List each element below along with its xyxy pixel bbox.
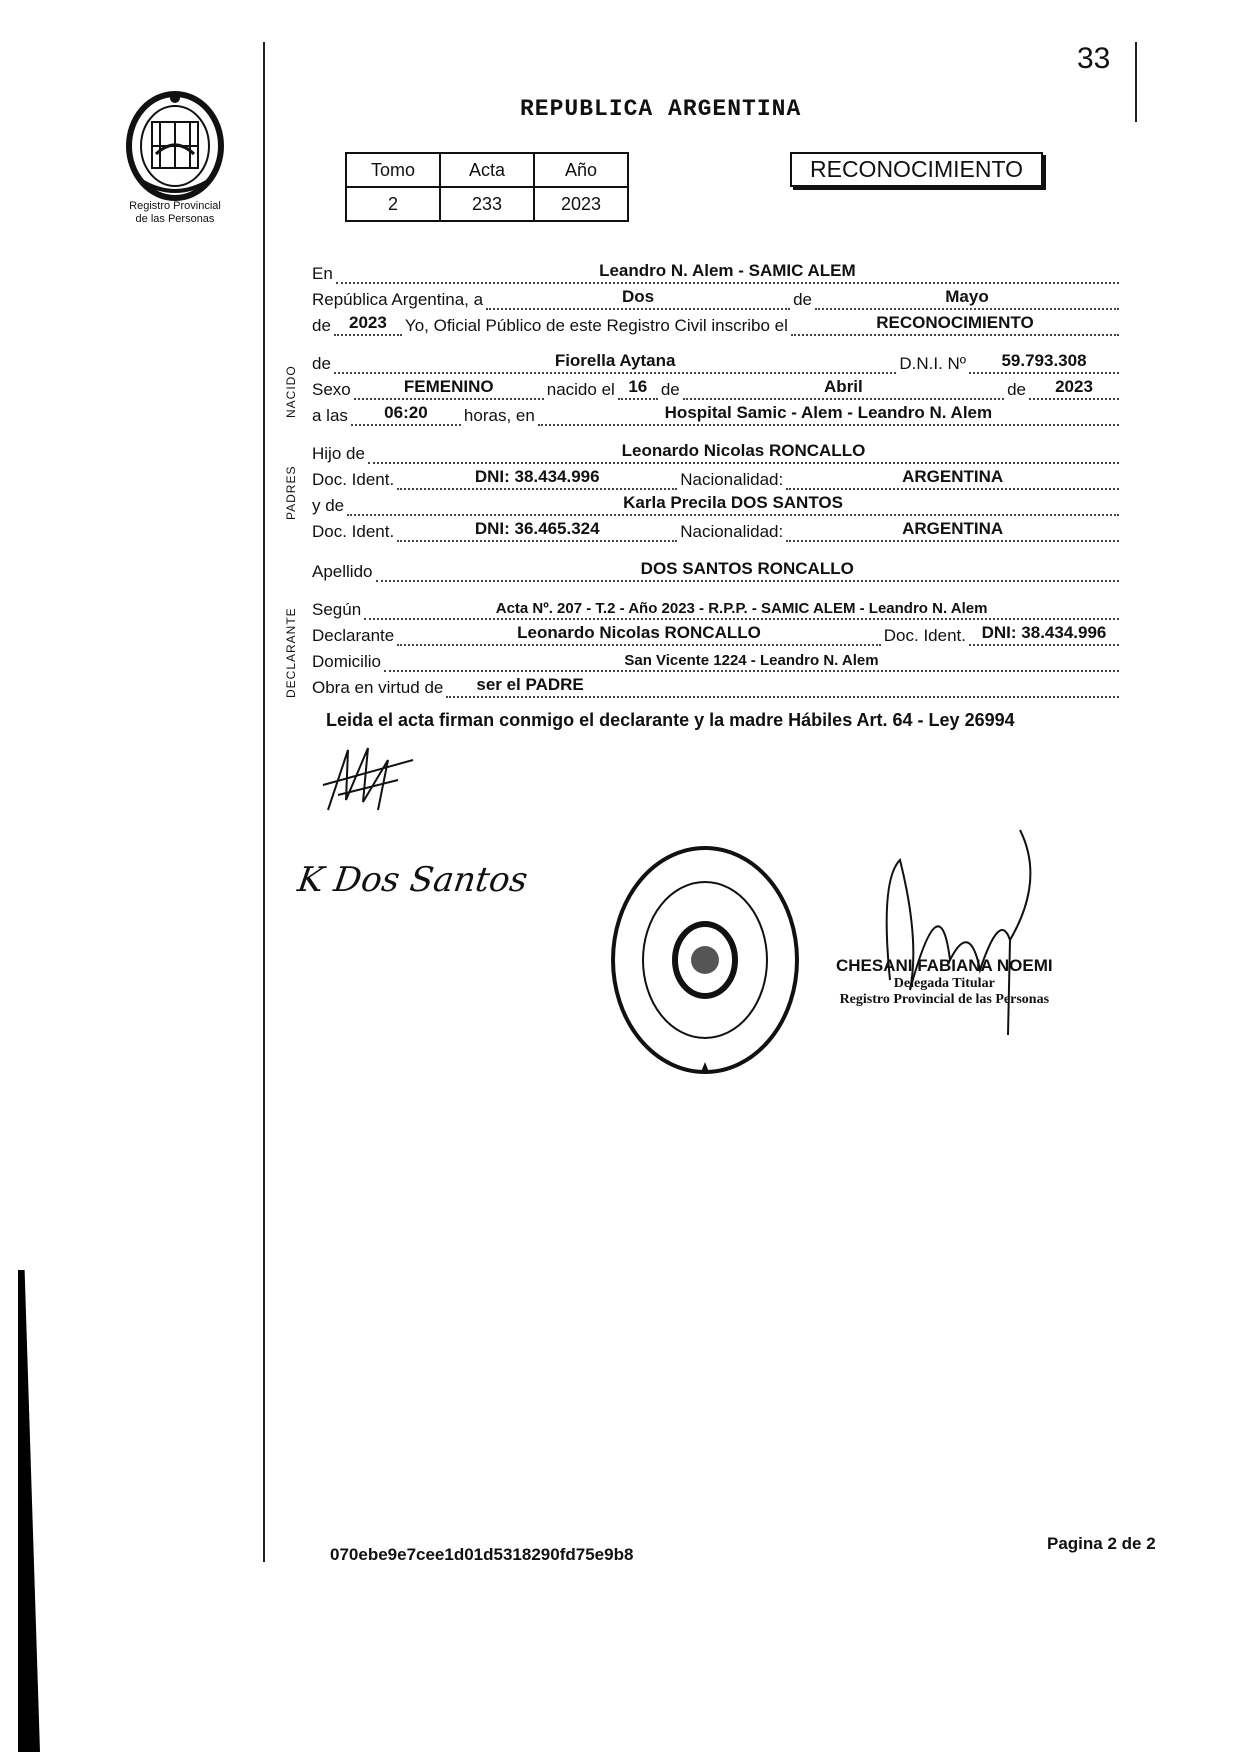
value-dia: Dos: [622, 287, 655, 306]
value-mes: Mayo: [945, 287, 989, 306]
header-tomo: Tomo: [346, 153, 440, 187]
label-horas: horas, en: [463, 406, 535, 425]
field-declarante: [397, 623, 881, 646]
field-ano: [334, 313, 402, 336]
label-hijo: Hijo de: [312, 444, 365, 463]
value-lugar-inscripcion: Leandro N. Alem - SAMIC ALEM: [599, 261, 856, 280]
label-en: En: [312, 264, 333, 283]
value-padre: Leonardo Nicolas RONCALLO: [621, 441, 866, 460]
document-hash: 070ebe9e7cee1d01d5318290fd75e9b8: [330, 1545, 634, 1564]
row-nombre: [312, 348, 1122, 374]
row-hijo: [312, 438, 1122, 464]
field-acto: [791, 313, 1119, 336]
declarante-signature: [318, 740, 428, 820]
field-lugar-nac: [538, 403, 1119, 426]
table-header-row: [346, 153, 628, 187]
row-padre-doc: [312, 464, 1122, 490]
field-obra: [446, 675, 1119, 698]
value-dia-nac: 16: [628, 377, 648, 396]
label-de-nombre: de: [312, 354, 331, 373]
field-declarante-doc: [969, 623, 1119, 646]
label-de-mes: de: [793, 290, 812, 309]
field-apellido: [376, 559, 1120, 582]
value-mes-nac: Abril: [824, 377, 863, 396]
value-nombre: Fiorella Aytana: [554, 351, 676, 370]
label-apellido: Apellido: [312, 562, 373, 581]
left-margin-line: [263, 42, 265, 1562]
signer-block: [836, 956, 1053, 1008]
field-padre-doc: [397, 467, 677, 490]
field-dia-nac: [618, 377, 658, 400]
row-hora: [312, 400, 1122, 426]
field-mes-nac: [683, 377, 1004, 400]
value-ano: 2023: [349, 313, 387, 332]
page-number: 33: [1077, 42, 1111, 75]
value-acto: RECONOCIMIENTO: [876, 313, 1034, 332]
section-declarante: DECLARANTE: [284, 607, 298, 698]
row-segun: [312, 594, 1122, 620]
right-margin-line: [1135, 42, 1137, 122]
label-dni: D.N.I. Nº: [899, 354, 966, 373]
value-dni: 59.793.308: [1001, 351, 1087, 370]
label-nacido: nacido el: [546, 380, 615, 399]
signer-office: Registro Provincial de las Personas: [839, 992, 1050, 1007]
value-hora: 06:20: [384, 403, 428, 422]
document-type-box: RECONOCIMIENTO: [790, 152, 1043, 187]
field-madre-doc: [397, 519, 677, 542]
row-en: [312, 258, 1122, 284]
row-madre: [312, 490, 1122, 516]
value-padre-doc: DNI: 38.434.996: [474, 467, 600, 486]
label-madre-nac: Nacionalidad:: [680, 522, 784, 541]
header-ano: Año: [534, 153, 628, 187]
madre-signature: K Dos Santos: [295, 860, 531, 900]
misiones-shield-icon: [120, 84, 230, 202]
value-ano: 2023: [534, 187, 628, 221]
tomo-acta-ano-table: [345, 152, 629, 222]
label-padre-doc: Doc. Ident.: [312, 470, 395, 489]
label-madre-doc: Doc. Ident.: [312, 522, 395, 541]
logo-caption-line-2: de las Personas: [135, 213, 215, 225]
legal-statement: Leida el acta firman conmigo el declarante y la madre Hábiles Art. 64 - Ley 26994: [326, 710, 1015, 730]
field-padre: [368, 441, 1119, 464]
scan-edge-shadow: [18, 1270, 40, 1752]
label-padre-nac: Nacionalidad:: [680, 470, 784, 489]
value-apellido: DOS SANTOS RONCALLO: [640, 559, 854, 578]
label-de-ano-nac: de: [1007, 380, 1026, 399]
field-domicilio: [384, 652, 1119, 672]
text-inscribo: Yo, Oficial Público de este Registro Civil inscribo el: [404, 316, 788, 335]
value-domicilio: San Vicente 1224 - Leandro N. Alem: [624, 652, 879, 669]
label-domicilio: Domicilio: [312, 652, 381, 671]
value-lugar-nac: Hospital Samic - Alem - Leandro N. Alem: [664, 403, 993, 422]
label-de-mes-nac: de: [660, 380, 680, 399]
row-domicilio: [312, 646, 1122, 672]
official-seal: [605, 840, 805, 1080]
field-ano-nac: [1029, 377, 1119, 400]
field-nombre: [334, 351, 896, 374]
value-acta: 233: [440, 187, 534, 221]
value-tomo: 2: [346, 187, 440, 221]
table-value-row: [346, 187, 628, 221]
row-sexo: [312, 374, 1122, 400]
row-declarante: [312, 620, 1122, 646]
logo-caption-line-1: Registro Provincial: [129, 200, 221, 212]
label-de-ano: de: [312, 316, 331, 335]
field-madre: [347, 493, 1119, 516]
section-padres: PADRES: [284, 465, 298, 520]
header-acta: Acta: [440, 153, 534, 187]
field-segun: [364, 600, 1119, 620]
value-padre-nac: ARGENTINA: [902, 467, 1004, 486]
value-segun: Acta Nº. 207 - T.2 - Año 2023 - R.P.P. - SAMIC ALEM - Leandro N. Alem: [495, 600, 988, 617]
field-padre-nac: [786, 467, 1119, 490]
label-republica: República Argentina, a: [312, 290, 484, 309]
section-nacido: NACIDO: [284, 365, 298, 418]
value-ano-nac: 2023: [1055, 377, 1093, 396]
field-lugar-inscripcion: [336, 261, 1119, 284]
row-apellido: [312, 556, 1122, 582]
row-republica: [312, 284, 1122, 310]
signer-name: CHESANI FABIANA NOEMI: [836, 956, 1053, 975]
row-inscribo: [312, 310, 1122, 336]
signer-role: Delegada Titular: [893, 976, 995, 991]
value-madre-doc: DNI: 36.465.324: [474, 519, 600, 538]
label-yde: y de: [312, 496, 345, 515]
field-dia: [486, 287, 790, 310]
row-madre-doc: [312, 516, 1122, 542]
value-obra: ser el PADRE: [476, 675, 584, 694]
field-mes: [815, 287, 1119, 310]
label-obra: Obra en virtud de: [312, 678, 444, 697]
page-indicator: Pagina 2 de 2: [1047, 1534, 1156, 1553]
field-hora: [351, 403, 461, 426]
country-title: REPUBLICA ARGENTINA: [520, 96, 802, 122]
label-alas: a las: [312, 406, 348, 425]
value-madre: Karla Precila DOS SANTOS: [623, 493, 843, 512]
field-dni: [969, 351, 1119, 374]
value-madre-nac: ARGENTINA: [902, 519, 1004, 538]
value-declarante: Leonardo Nicolas RONCALLO: [517, 623, 761, 642]
label-segun: Según: [312, 600, 362, 619]
label-declarante: Declarante: [312, 626, 395, 645]
value-declarante-doc: DNI: 38.434.996: [981, 623, 1107, 642]
label-sexo: Sexo: [312, 380, 351, 399]
value-sexo: FEMENINO: [403, 377, 494, 396]
province-logo: [120, 84, 230, 202]
field-madre-nac: [786, 519, 1119, 542]
label-declarante-doc: Doc. Ident.: [883, 626, 966, 645]
row-obra: [312, 672, 1122, 698]
logo-caption: [110, 200, 240, 226]
field-sexo: [354, 377, 544, 400]
